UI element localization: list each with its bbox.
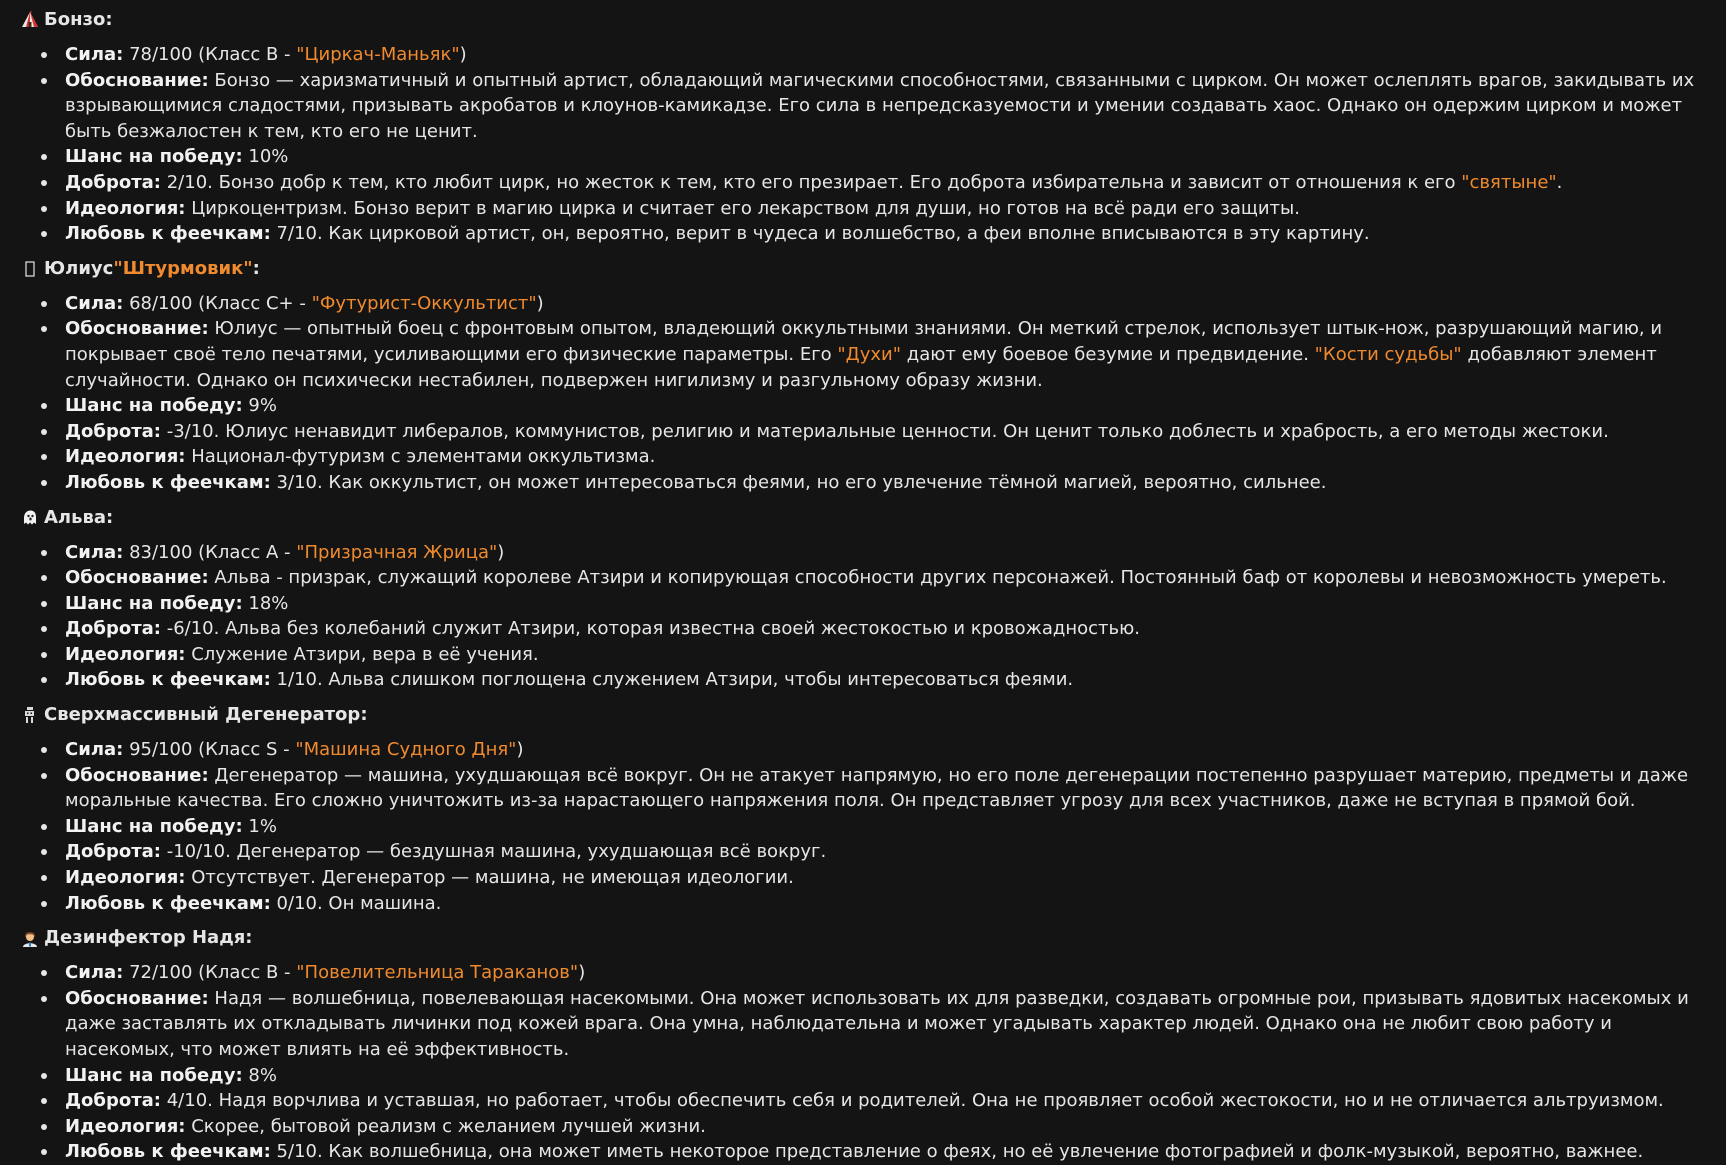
stat-label: Сила: xyxy=(65,292,124,314)
stat-text: 8% xyxy=(242,1064,277,1086)
stat-text: 10% xyxy=(242,146,289,168)
stat-label: Обоснование: xyxy=(65,567,209,589)
stat-label: Любовь к феечкам: xyxy=(65,223,271,245)
stat-text: Национал-футуризм с элементами оккультизма. xyxy=(185,446,656,468)
stat-text: Надя — волшебница, повелевающая насекомыми. Она может использовать их для разведки, создавать огромные рои, призывать ядовитых насекомых и даже заставлять их откладывать личинки под кожей врага. Она умна, наблюдательна и может угадывать характер людей. Однако она не любит свою работу и насекомых, что может влиять на её эффективность. xyxy=(65,987,1689,1060)
class-name: "Машина Судного Дня" xyxy=(295,739,517,761)
stat-text-end: ) xyxy=(459,44,467,65)
justification-part: добавляют элемент случайности. Однако он психически нестабилен, подвержен нигилизму и разгульному образу жизни. xyxy=(65,343,1657,391)
stat-kindness xyxy=(65,839,1702,865)
character-name-quoted: "Штурмовик" xyxy=(113,257,253,279)
character-name: Юлиус xyxy=(44,257,114,279)
stat-kindness xyxy=(65,1088,1702,1114)
character-section-alva xyxy=(20,504,1702,694)
stat-fairy-love xyxy=(65,667,1702,693)
stat-label: Сила: xyxy=(65,44,124,65)
character-name-suffix: : xyxy=(360,704,368,726)
stat-label: Обоснование: xyxy=(65,987,209,1009)
stat-text: 2/10. Бонзо добр к тем, кто любит цирк, но жесток к тем, кто его презирает. Его доброта избирательна и зависит от отношения к его xyxy=(161,171,1462,193)
stat-label: Шанс на победу: xyxy=(65,146,243,168)
stats-list xyxy=(20,291,1702,496)
stat-ideology xyxy=(65,196,1702,222)
stat-label: Сила: xyxy=(65,541,124,563)
stat-label: Любовь к феечкам: xyxy=(65,669,271,691)
woman-worker-icon xyxy=(20,927,40,949)
character-name-suffix: : xyxy=(105,9,113,31)
stats-list xyxy=(20,42,1702,247)
stat-justification xyxy=(65,68,1702,145)
stat-kindness xyxy=(65,170,1702,196)
stat-text: Отсутствует. Дегенератор — машина, не имеющая идеологии. xyxy=(185,867,794,889)
stat-label: Обоснование: xyxy=(65,318,209,340)
class-name: "Повелительница Тараканов" xyxy=(296,962,579,984)
stats-list xyxy=(20,737,1702,916)
stat-justification xyxy=(65,565,1702,591)
class-name: "Призрачная Жрица" xyxy=(296,541,498,563)
stat-text: 7/10. Как цирковой артист, он, вероятно, верит в чудеса и волшебство, а феи вполне вписываются в эту картину. xyxy=(270,223,1370,245)
stat-ideology xyxy=(65,444,1702,470)
stat-text: 68/100 (Класс C+ - xyxy=(123,292,312,314)
stat-text: -10/10. Дегенератор — бездушная машина, ухудшающая всё вокруг. xyxy=(161,841,827,863)
stat-win-chance xyxy=(65,591,1702,617)
justification-part: дают ему боевое безумие и предвидение. xyxy=(901,343,1315,365)
stat-label: Сила: xyxy=(65,962,124,984)
character-name: Дезинфектор Надя xyxy=(44,927,246,949)
character-heading xyxy=(20,701,1702,729)
stat-label: Идеология: xyxy=(65,1115,186,1137)
stat-strength xyxy=(65,42,1702,68)
stat-strength xyxy=(65,540,1702,566)
character-section-bonzo xyxy=(20,6,1702,247)
stat-text-end: ) xyxy=(497,541,505,563)
stat-win-chance xyxy=(65,814,1702,840)
stats-list xyxy=(20,540,1702,694)
character-name-suffix: : xyxy=(106,506,114,528)
stat-text: 78/100 (Класс B - xyxy=(123,44,297,65)
stat-ideology xyxy=(65,1114,1702,1140)
stat-strength xyxy=(65,737,1702,763)
stat-ideology xyxy=(65,642,1702,668)
stat-ideology xyxy=(65,865,1702,891)
justification-part: Юлиус — опытный боец с фронтовым опытом, владеющий оккультными знаниями. Он меткий стрелок, использует штык-нож, разрушающий магию, и покрывает своё тело печатями, усиливающими его физические параметры. Его xyxy=(65,318,1663,365)
character-name-suffix: : xyxy=(245,927,253,949)
stat-fairy-love xyxy=(65,1139,1702,1165)
character-section-julius xyxy=(20,255,1702,496)
stat-win-chance xyxy=(65,393,1702,419)
quoted-term: "святыне" xyxy=(1461,171,1557,193)
stat-text: 72/100 (Класс B - xyxy=(123,962,297,984)
character-heading xyxy=(20,6,1702,34)
stat-label: Идеология: xyxy=(65,197,186,219)
stat-label: Любовь к феечкам: xyxy=(65,471,271,493)
stat-label: Шанс на победу: xyxy=(65,395,243,417)
stat-text: Альва - призрак, служащий королеве Атзири и копирующая способности других персонажей. Постоянный баф от королевы и невозможность умереть. xyxy=(208,567,1667,589)
missing-glyph-icon xyxy=(20,258,40,280)
stat-label: Идеология: xyxy=(65,867,186,889)
stat-win-chance xyxy=(65,1063,1702,1089)
stat-justification xyxy=(65,316,1702,393)
stat-kindness xyxy=(65,616,1702,642)
stat-text: Циркоцентризм. Бонзо верит в магию цирка и считает его лекарством для души, но готов на всё ради его защиты. xyxy=(185,197,1300,219)
ghost-icon xyxy=(20,507,40,529)
stat-label: Любовь к феечкам: xyxy=(65,1141,271,1163)
character-heading xyxy=(20,924,1702,952)
stat-text: 1/10. Альва слишком поглощена служением Атзири, чтобы интересоваться феями. xyxy=(270,669,1074,691)
stat-win-chance xyxy=(65,144,1702,170)
stat-text: 95/100 (Класс S - xyxy=(123,739,296,761)
stat-label: Идеология: xyxy=(65,643,186,665)
stat-text: 18% xyxy=(242,592,289,614)
stat-strength xyxy=(65,960,1702,986)
stat-text: 1% xyxy=(242,815,277,837)
stat-justification xyxy=(65,986,1702,1063)
stat-label: Шанс на победу: xyxy=(65,815,243,837)
stat-label: Сила: xyxy=(65,739,124,761)
class-name: "Циркач-Маньяк" xyxy=(296,44,460,65)
stat-label: Шанс на победу: xyxy=(65,1064,243,1086)
character-section-degenerator xyxy=(20,701,1702,916)
stats-list xyxy=(20,960,1702,1165)
stat-label: Шанс на победу: xyxy=(65,592,243,614)
stat-label: Доброта: xyxy=(65,841,161,863)
stat-text: 4/10. Надя ворчлива и уставшая, но работает, чтобы обеспечить себя и родителей. Она не проявляет особой жестокости, но и не отличается альтруизмом. xyxy=(161,1090,1664,1112)
character-heading xyxy=(20,504,1702,532)
stat-text-end: . xyxy=(1556,171,1563,193)
stat-fairy-love xyxy=(65,891,1702,917)
character-name-suffix: : xyxy=(252,257,260,279)
stat-label: Доброта: xyxy=(65,618,161,640)
stat-justification xyxy=(65,763,1702,814)
quoted-term: "Духи" xyxy=(837,343,902,365)
stat-text: 0/10. Он машина. xyxy=(270,892,442,914)
stat-text: -6/10. Альва без колебаний служит Атзири, которая известна своей жестокостью и кровожадностью. xyxy=(161,618,1141,640)
stat-label: Обоснование: xyxy=(65,69,209,91)
character-section-nadya xyxy=(20,924,1702,1165)
character-name: Сверхмассивный Дегенератор xyxy=(44,704,361,726)
character-name: Бонзо xyxy=(44,9,106,31)
stat-text: Дегенератор — машина, ухудшающая всё вокруг. Он не атакует напрямую, но его поле дегенерации постепенно разрушает материю, предметы и даже моральные качества. Его сложно уничтожить из-за нарастающего напряжения поля. Он представляет угрозу для всех участников, даже не вступая в прямой бой. xyxy=(65,764,1689,812)
stat-strength xyxy=(65,291,1702,317)
class-name: "Футурист-Оккультист" xyxy=(311,292,537,314)
stat-text: 83/100 (Класс A - xyxy=(123,541,297,563)
stat-text: -3/10. Юлиус ненавидит либералов, коммунистов, религию и материальные ценности. Он ценит только доблесть и храбрость, а его методы жестоки. xyxy=(161,420,1609,442)
stat-label: Идеология: xyxy=(65,446,186,468)
stat-kindness xyxy=(65,419,1702,445)
stat-text-end: ) xyxy=(578,962,586,984)
circus-tent-icon xyxy=(20,9,40,31)
stat-label: Доброта: xyxy=(65,420,161,442)
character-name: Альва xyxy=(44,506,107,528)
stat-text: Служение Атзири, вера в её учения. xyxy=(185,643,539,665)
stat-label: Доброта: xyxy=(65,171,161,193)
stat-text: Бонзо — харизматичный и опытный артист, обладающий магическими способностями, связанными с цирком. Он может ослеплять врагов, закидывать их взрывающимися сладостями, призывать акробатов и клоунов-камикадзе. Его сила в непредсказуемости и умении создавать хаос. Однако он одержим цирком и может быть безжалостен к тем, кто его не ценит. xyxy=(65,69,1695,142)
stat-label: Обоснование: xyxy=(65,764,209,786)
stat-text: 5/10. Как волшебница, она может иметь некоторое представление о феях, но её увлечение фотографией и фолк-музыкой, вероятно, важнее. xyxy=(270,1141,1644,1163)
stat-fairy-love xyxy=(65,221,1702,247)
stat-fairy-love xyxy=(65,470,1702,496)
stat-text-end: ) xyxy=(536,292,544,314)
stat-label: Доброта: xyxy=(65,1090,161,1112)
stat-text-end: ) xyxy=(516,739,524,761)
stat-text: 3/10. Как оккультист, он может интересоваться феями, но его увлечение тёмной магией, вероятно, сильнее. xyxy=(270,471,1327,493)
character-heading xyxy=(20,255,1702,283)
robot-machine-icon xyxy=(20,704,40,726)
stat-text: 9% xyxy=(242,395,277,417)
stat-label: Любовь к феечкам: xyxy=(65,892,271,914)
stat-text: Скорее, бытовой реализм с желанием лучшей жизни. xyxy=(185,1115,706,1137)
quoted-term: "Кости судьбы" xyxy=(1314,343,1462,365)
